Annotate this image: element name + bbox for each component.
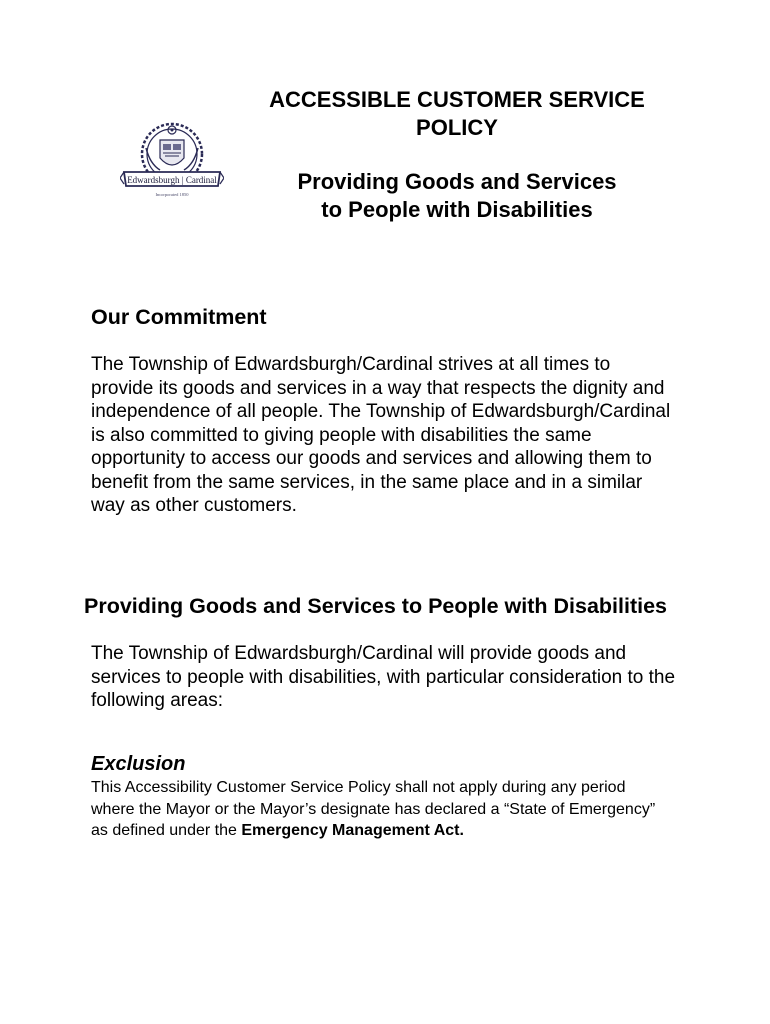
seal-subtitle-text: Incorporated 1850	[155, 192, 189, 197]
providing-line: services to people with disabilities, with particular consideration to the	[91, 666, 676, 688]
providing-line: following areas:	[91, 690, 224, 711]
emergency-act-reference: Emergency Management Act.	[241, 822, 464, 839]
exclusion-paragraph	[91, 777, 731, 842]
commitment-line: benefit from the same services, in the same place and in a similar	[91, 471, 643, 493]
providing-heading: Providing Goods and Services to People with Disabilities	[84, 594, 668, 618]
commitment-line: way as other customers.	[91, 495, 297, 516]
commitment-heading: Our Commitment	[91, 305, 267, 329]
commitment-line: is also committed to giving people with disabilities the same	[91, 424, 592, 446]
subtitle-line-2: to People with Disabilities	[321, 197, 593, 222]
providing-line: The Township of Edwardsburgh/Cardinal will provide goods and	[91, 643, 627, 664]
exclusion-line: This Accessibility Customer Service Policy shall not apply during any period	[91, 779, 626, 796]
commitment-line: independence of all people. The Township of Edwardsburgh/Cardinal	[91, 401, 671, 422]
commitment-paragraph	[91, 353, 731, 518]
exclusion-line: where the Mayor or the Mayor’s designate has declared a “State of Emergency”	[91, 800, 656, 818]
commitment-line: The Township of Edwardsburgh/Cardinal strives at all times to	[91, 354, 611, 375]
exclusion-line	[91, 820, 731, 842]
title-line-2: POLICY	[416, 115, 498, 140]
providing-paragraph	[91, 642, 731, 713]
seal-name-text: Edwardsburgh | Cardinal	[127, 175, 217, 185]
township-seal-logo	[120, 118, 224, 214]
exclusion-line-prefix: as defined under the	[91, 822, 242, 839]
title-line-1: ACCESSIBLE CUSTOMER SERVICE	[269, 87, 645, 112]
document-title-block	[240, 86, 674, 224]
exclusion-heading: Exclusion	[91, 753, 186, 775]
subtitle-line-1: Providing Goods and Services	[297, 169, 617, 194]
seal-emblem-icon	[120, 118, 224, 214]
commitment-line: opportunity to access our goods and services and allowing them to	[91, 448, 652, 469]
commitment-line: provide its goods and services in a way that respects the dignity and	[91, 377, 665, 399]
